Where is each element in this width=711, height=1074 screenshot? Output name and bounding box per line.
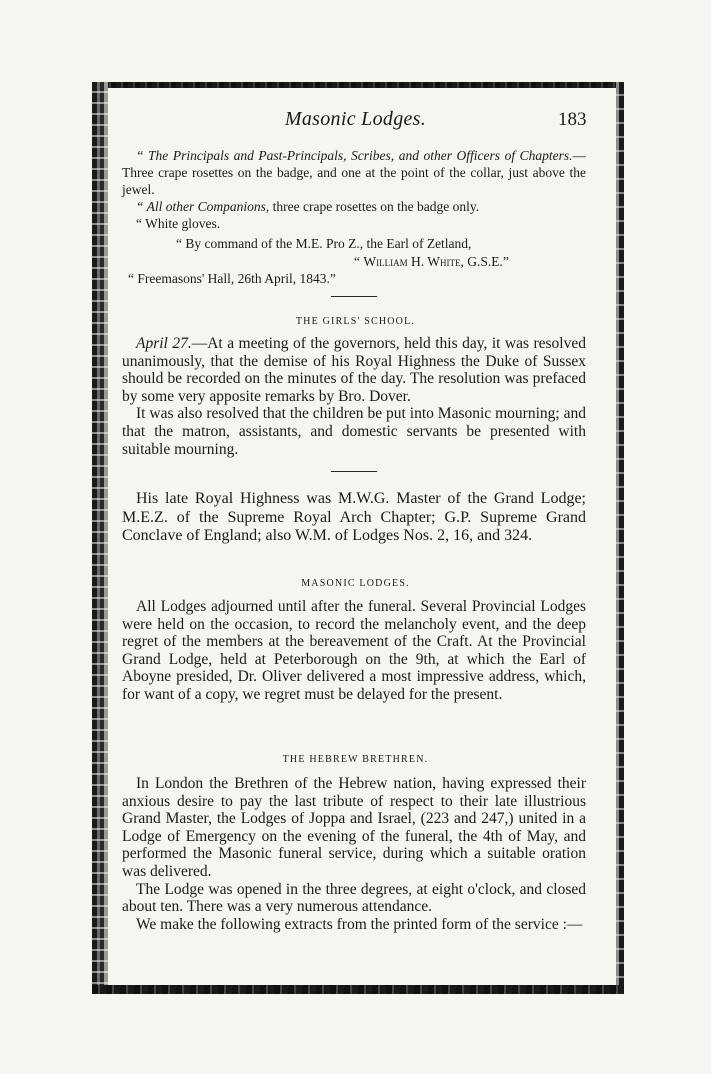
command-line: “ By command of the M.E. Pro Z., the Earl of Zetland,	[176, 236, 472, 251]
girls-school-date: April 27.	[136, 335, 192, 352]
hebrew-brethren-heading: THE HEBREW BRETHREN.	[282, 754, 429, 765]
top-border-rule	[92, 82, 624, 88]
principals-paragraph	[122, 147, 586, 198]
signature-title: , G.S.E.”	[460, 254, 509, 269]
signature-line	[354, 253, 509, 270]
hebrew-brethren-paragraph-2: The Lodge was opened in the three degrees, at eight o'clock, and closed about ten. There was a very numerous attendance.	[122, 880, 586, 916]
girls-school-section	[122, 335, 586, 458]
hebrew-brethren-paragraph-1: In London the Brethren of the Hebrew nation, having expressed their anxious desire to pay the last tribute of respect to their late illustrious Grand Master, the Lodges of Joppa and Israel, (223 and 247,) united in a Lodge of Emergency on the evening of the funeral, the 4th of May, and performed the Masonic funeral service, during which a suitable oration was delivered.	[122, 775, 586, 880]
hebrew-brethren-section	[122, 775, 586, 933]
running-head	[0, 108, 711, 134]
page-title: Masonic Lodges.	[284, 108, 427, 130]
principals-text: —Three crape rosettes on the badge, and one at the point of the collar, just above the jewel.	[122, 148, 586, 197]
signature-name: William H. White	[363, 254, 461, 269]
dateline: “ Freemasons' Hall, 26th April, 1843.”	[128, 271, 336, 286]
hebrew-brethren-paragraph-3: We make the following extracts from the printed form of the service :—	[136, 915, 583, 933]
girls-school-heading: THE GIRLS' SCHOOL.	[295, 316, 416, 327]
mourning-instructions	[122, 147, 586, 232]
girls-school-text-1: —At a meeting of the governors, held this day, it was resolved unanimously, that the demise of his Royal Highness the Duke of Sussex should be recorded on the minutes of the day. The resolution was prefaced by some very apposite remarks by Bro. Dover.	[122, 335, 586, 405]
bottom-border-rule	[92, 985, 624, 994]
masonic-lodges-section	[122, 598, 586, 704]
companions-paragraph	[122, 198, 586, 215]
section-divider	[331, 296, 377, 297]
girls-school-paragraph-1	[122, 335, 586, 405]
companions-text: three crape rosettes on the badge only.	[269, 199, 480, 214]
section-divider	[331, 471, 377, 472]
page-number: 183	[558, 109, 587, 130]
masonic-lodges-paragraph: All Lodges adjourned until after the funeral. Several Provincial Lodges were held on the occasion, to record the melancholy event, and the deep regret of the members at the bereavement of the Craft. At the Provincial Grand Lodge, held at Peterborough on the 9th, at which the Earl of Aboyne presided, Dr. Oliver delivered a most impressive address, which, for want of a copy, we regret must be delayed for the present.	[122, 598, 586, 703]
companions-lead: “ All other Companions,	[136, 199, 270, 214]
signature-open: “	[354, 254, 364, 269]
right-border-rule	[616, 82, 624, 994]
left-border-rule	[92, 82, 108, 994]
masonic-lodges-heading: MASONIC LODGES.	[301, 578, 410, 589]
titles-paragraph: His late Royal Highness was M.W.G. Master of the Grand Lodge; M.E.Z. of the Supreme Royal Arch Chapter; G.P. Supreme Grand Conclave of England; also W.M. of Lodges Nos. 2, 16, and 324.	[122, 490, 586, 544]
girls-school-paragraph-2: It was also resolved that the children be put into Masonic mourning; and that the matron, assistants, and domestic servants be presented with suitable mourning.	[122, 405, 586, 458]
gloves-line: “ White gloves.	[136, 216, 221, 231]
titles-section	[122, 490, 586, 546]
principals-lead: “ The Principals and Past-Principals, Scribes, and other Officers of Chapters.	[136, 148, 573, 163]
